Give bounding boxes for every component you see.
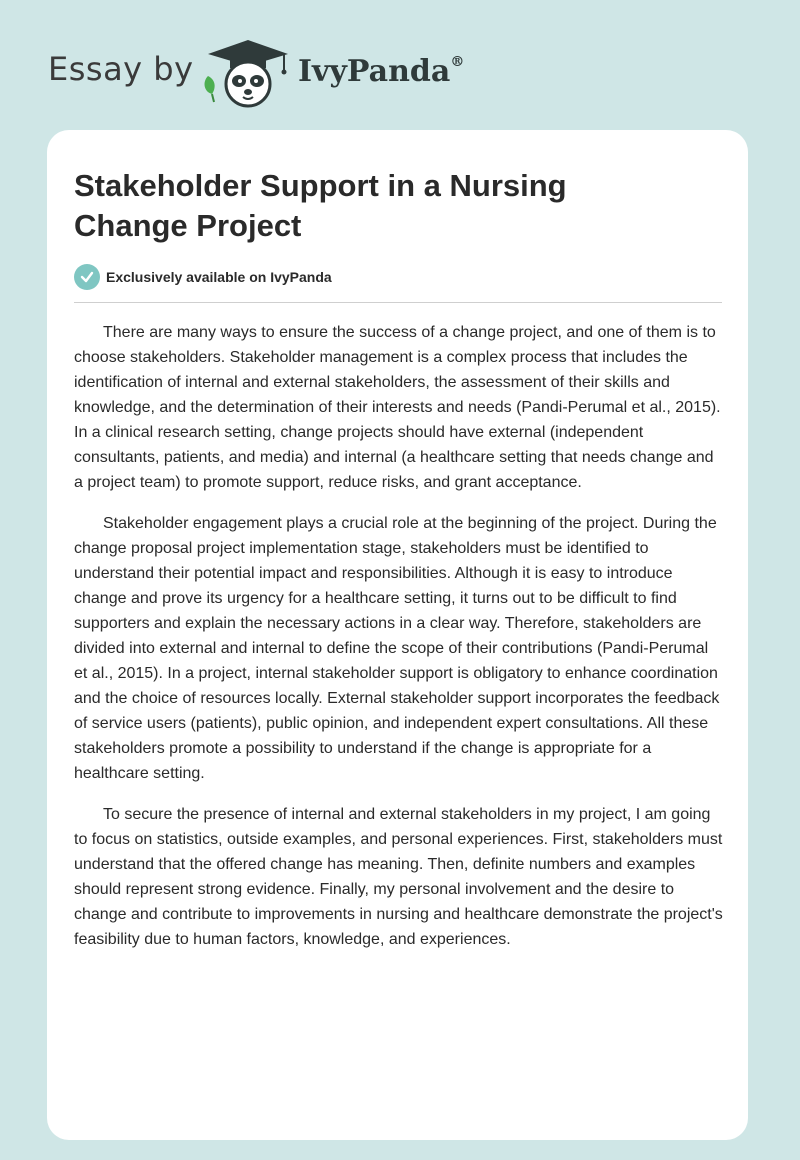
exclusive-badge	[74, 264, 332, 290]
essay-by-label: Essay by	[48, 50, 194, 88]
brand-text: IvyPanda	[298, 54, 451, 89]
panda-logo-icon[interactable]	[200, 36, 296, 110]
essay-body	[74, 320, 724, 968]
site-header	[0, 0, 800, 130]
checkmark-icon	[74, 264, 100, 290]
paragraph: To secure the presence of internal and external stakeholders in my project, I am going to focus on statistics, outside examples, and personal experiences. First, stakeholders must understand that the offered change has meaning. Then, definite numbers and examples should represent strong evidence. Finally, my personal involvement and the desire to change and contribute to improvements in nursing and healthcare demonstrate the project's feasibility due to human factors, knowledge, and experiences.	[74, 806, 723, 948]
brand-name[interactable]	[298, 54, 464, 89]
paragraph: There are many ways to ensure the success of a change project, and one of them is to choose stakeholders. Stakeholder management is a complex process that includes the identification of internal and external stakeholders, the assessment of their skills and knowledge, and the determination of their interests and needs (Pandi-Perumal et al., 2015). In a clinical research setting, change projects should have external (independent consultants, patients, and media) and internal (a healthcare setting that needs change and a project team) to promote support, reduce risks, and grant acceptance.	[74, 324, 721, 491]
essay-card	[47, 130, 748, 1140]
divider	[74, 302, 722, 303]
page-title: Stakeholder Support in a Nursing Change Project	[74, 168, 567, 243]
exclusive-label: Exclusively available on IvyPanda	[106, 269, 332, 285]
registered-mark: ®	[450, 54, 465, 70]
paragraph: Stakeholder engagement plays a crucial role at the beginning of the project. During the change proposal project implementation stage, stakeholders must be identified to understand their potential impact and responsibilities. Although it is easy to introduce change and prove its urgency for a healthcare setting, it turns out to be difficult to find supporters and explain the necessary actions in a clear way. Therefore, stakeholders are divided into external and internal to define the scope of their contributions (Pandi-Perumal et al., 2015). In a project, internal stakeholder support is obligatory to enhance coordination and the choice of resources locally. External stakeholder support incorporates the feedback of service users (patients), public opinion, and independent expert consultations. All these stakeholders promote a possibility to understand if the change is appropriate for a healthcare setting.	[74, 515, 720, 782]
